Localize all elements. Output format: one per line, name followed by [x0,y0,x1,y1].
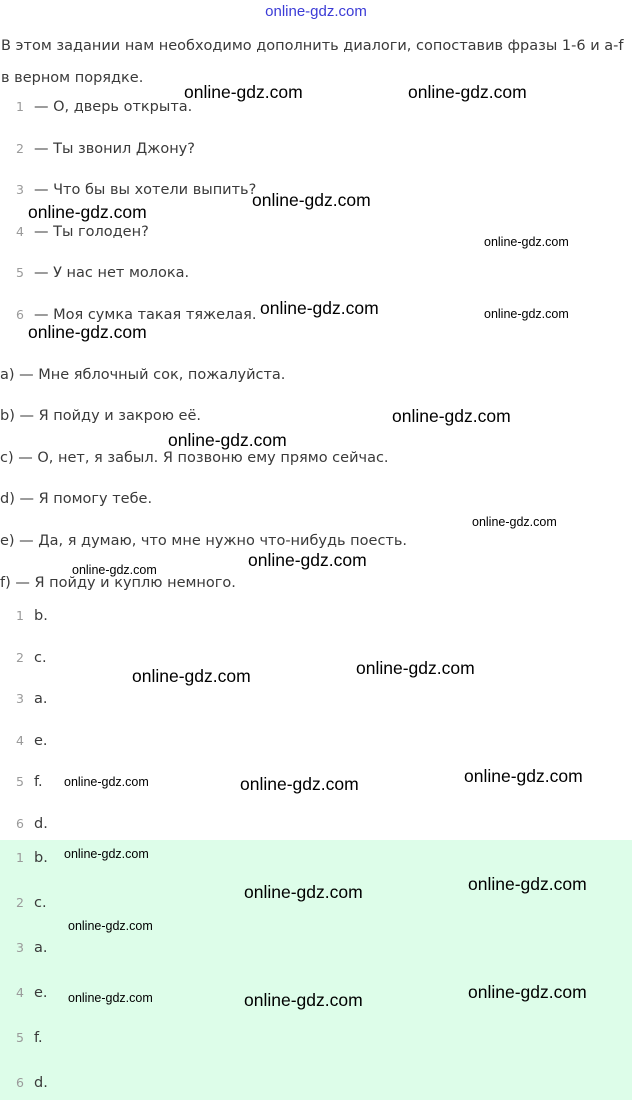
answer-value: c. [34,895,47,911]
match-item [0,687,48,711]
item-number: 2 [16,650,24,665]
match-value: d. [34,816,48,832]
item-text: — Моя сумка такая тяжелая. [34,307,257,323]
match-item [0,729,48,753]
match-value: b. [34,608,48,624]
response-text: e) — Да, я думаю, что мне нужно что-нибудь поесть. [0,533,408,549]
item-number: 5 [16,1030,24,1045]
watermark: online-gdz.com [64,847,149,861]
item-number: 1 [16,608,24,623]
watermark: online-gdz.com [468,874,587,894]
watermark: online-gdz.com [244,882,363,902]
response-item [0,363,285,387]
item-text: — Что бы вы хотели выпить? [34,182,257,198]
item-number: 5 [16,265,24,280]
match-item [0,646,47,670]
item-number: 6 [16,307,24,322]
answer-value: f. [34,1030,43,1046]
item-number: 4 [16,733,24,748]
item-number: 4 [16,985,24,1000]
watermark: online-gdz.com [184,82,303,102]
answer-item [0,1071,48,1095]
match-item [0,812,48,836]
question-item [0,220,149,244]
answer-box [0,840,632,1100]
match-value: f. [34,774,43,790]
watermark: online-gdz.com [168,430,287,450]
item-text: — Ты звонил Джону? [34,141,195,157]
match-value: a. [34,691,48,707]
item-number: 3 [16,691,24,706]
item-number: 2 [16,895,24,910]
watermark: online-gdz.com [468,982,587,1002]
match-item [0,770,43,794]
answer-item [0,846,48,870]
answer-value: e. [34,985,48,1001]
item-number: 3 [16,182,24,197]
watermark: online-gdz.com [484,235,569,249]
site-header [0,0,632,22]
task-intro: В этом задании нам необходимо дополнить диалоги, сопоставив фразы 1-6 и a-f в верном порядке. [1,38,624,86]
response-text: d) — Я помогу тебе. [0,491,153,507]
watermark: online-gdz.com [28,202,147,222]
watermark: online-gdz.com [356,658,475,678]
item-number: 2 [16,141,24,156]
match-item [0,604,48,628]
response-item [0,487,152,511]
item-text: — Ты голоден? [34,224,149,240]
watermark: online-gdz.com [132,666,251,686]
question-item [0,137,195,161]
question-item [0,303,257,327]
item-number: 1 [16,850,24,865]
watermark: online-gdz.com [72,563,157,577]
answer-value: b. [34,850,48,866]
watermark: online-gdz.com [64,775,149,789]
question-item [0,261,189,285]
question-item [0,178,256,202]
watermark: online-gdz.com [392,406,511,426]
item-number: 3 [16,940,24,955]
watermark: online-gdz.com [408,82,527,102]
answer-item [0,1026,43,1050]
item-number: 6 [16,1075,24,1090]
item-number: 5 [16,774,24,789]
response-item [0,529,407,553]
response-item [0,446,389,470]
answer-item [0,891,47,915]
response-text: c) — О, нет, я забыл. Я позвоню ему прямо сейчас. [0,450,389,466]
item-number: 4 [16,224,24,239]
response-item [0,571,236,595]
watermark: online-gdz.com [240,774,359,794]
watermark: online-gdz.com [68,991,153,1005]
item-number: 1 [16,99,24,114]
response-text: f) — Я пойду и куплю немного. [0,575,236,591]
watermark: online-gdz.com [28,322,147,342]
item-text: — О, дверь открыта. [34,99,193,115]
item-text: — У нас нет молока. [34,265,190,281]
site-link[interactable]: online-gdz.com [265,3,367,20]
answer-value: d. [34,1075,48,1091]
watermark: online-gdz.com [248,550,367,570]
answer-item [0,981,48,1005]
watermark: online-gdz.com [472,515,557,529]
watermark: online-gdz.com [464,766,583,786]
response-item [0,404,201,428]
answer-item [0,936,48,960]
answer-value: a. [34,940,48,956]
item-number: 6 [16,816,24,831]
match-value: c. [34,650,47,666]
watermark: online-gdz.com [252,190,371,210]
watermark: online-gdz.com [244,990,363,1010]
watermark: online-gdz.com [68,919,153,933]
match-value: e. [34,733,48,749]
response-text: a) — Мне яблочный сок, пожалуйста. [0,367,286,383]
watermark: online-gdz.com [484,307,569,321]
question-item [0,95,192,119]
response-text: b) — Я пойду и закрою её. [0,408,201,424]
watermark: online-gdz.com [260,298,379,318]
